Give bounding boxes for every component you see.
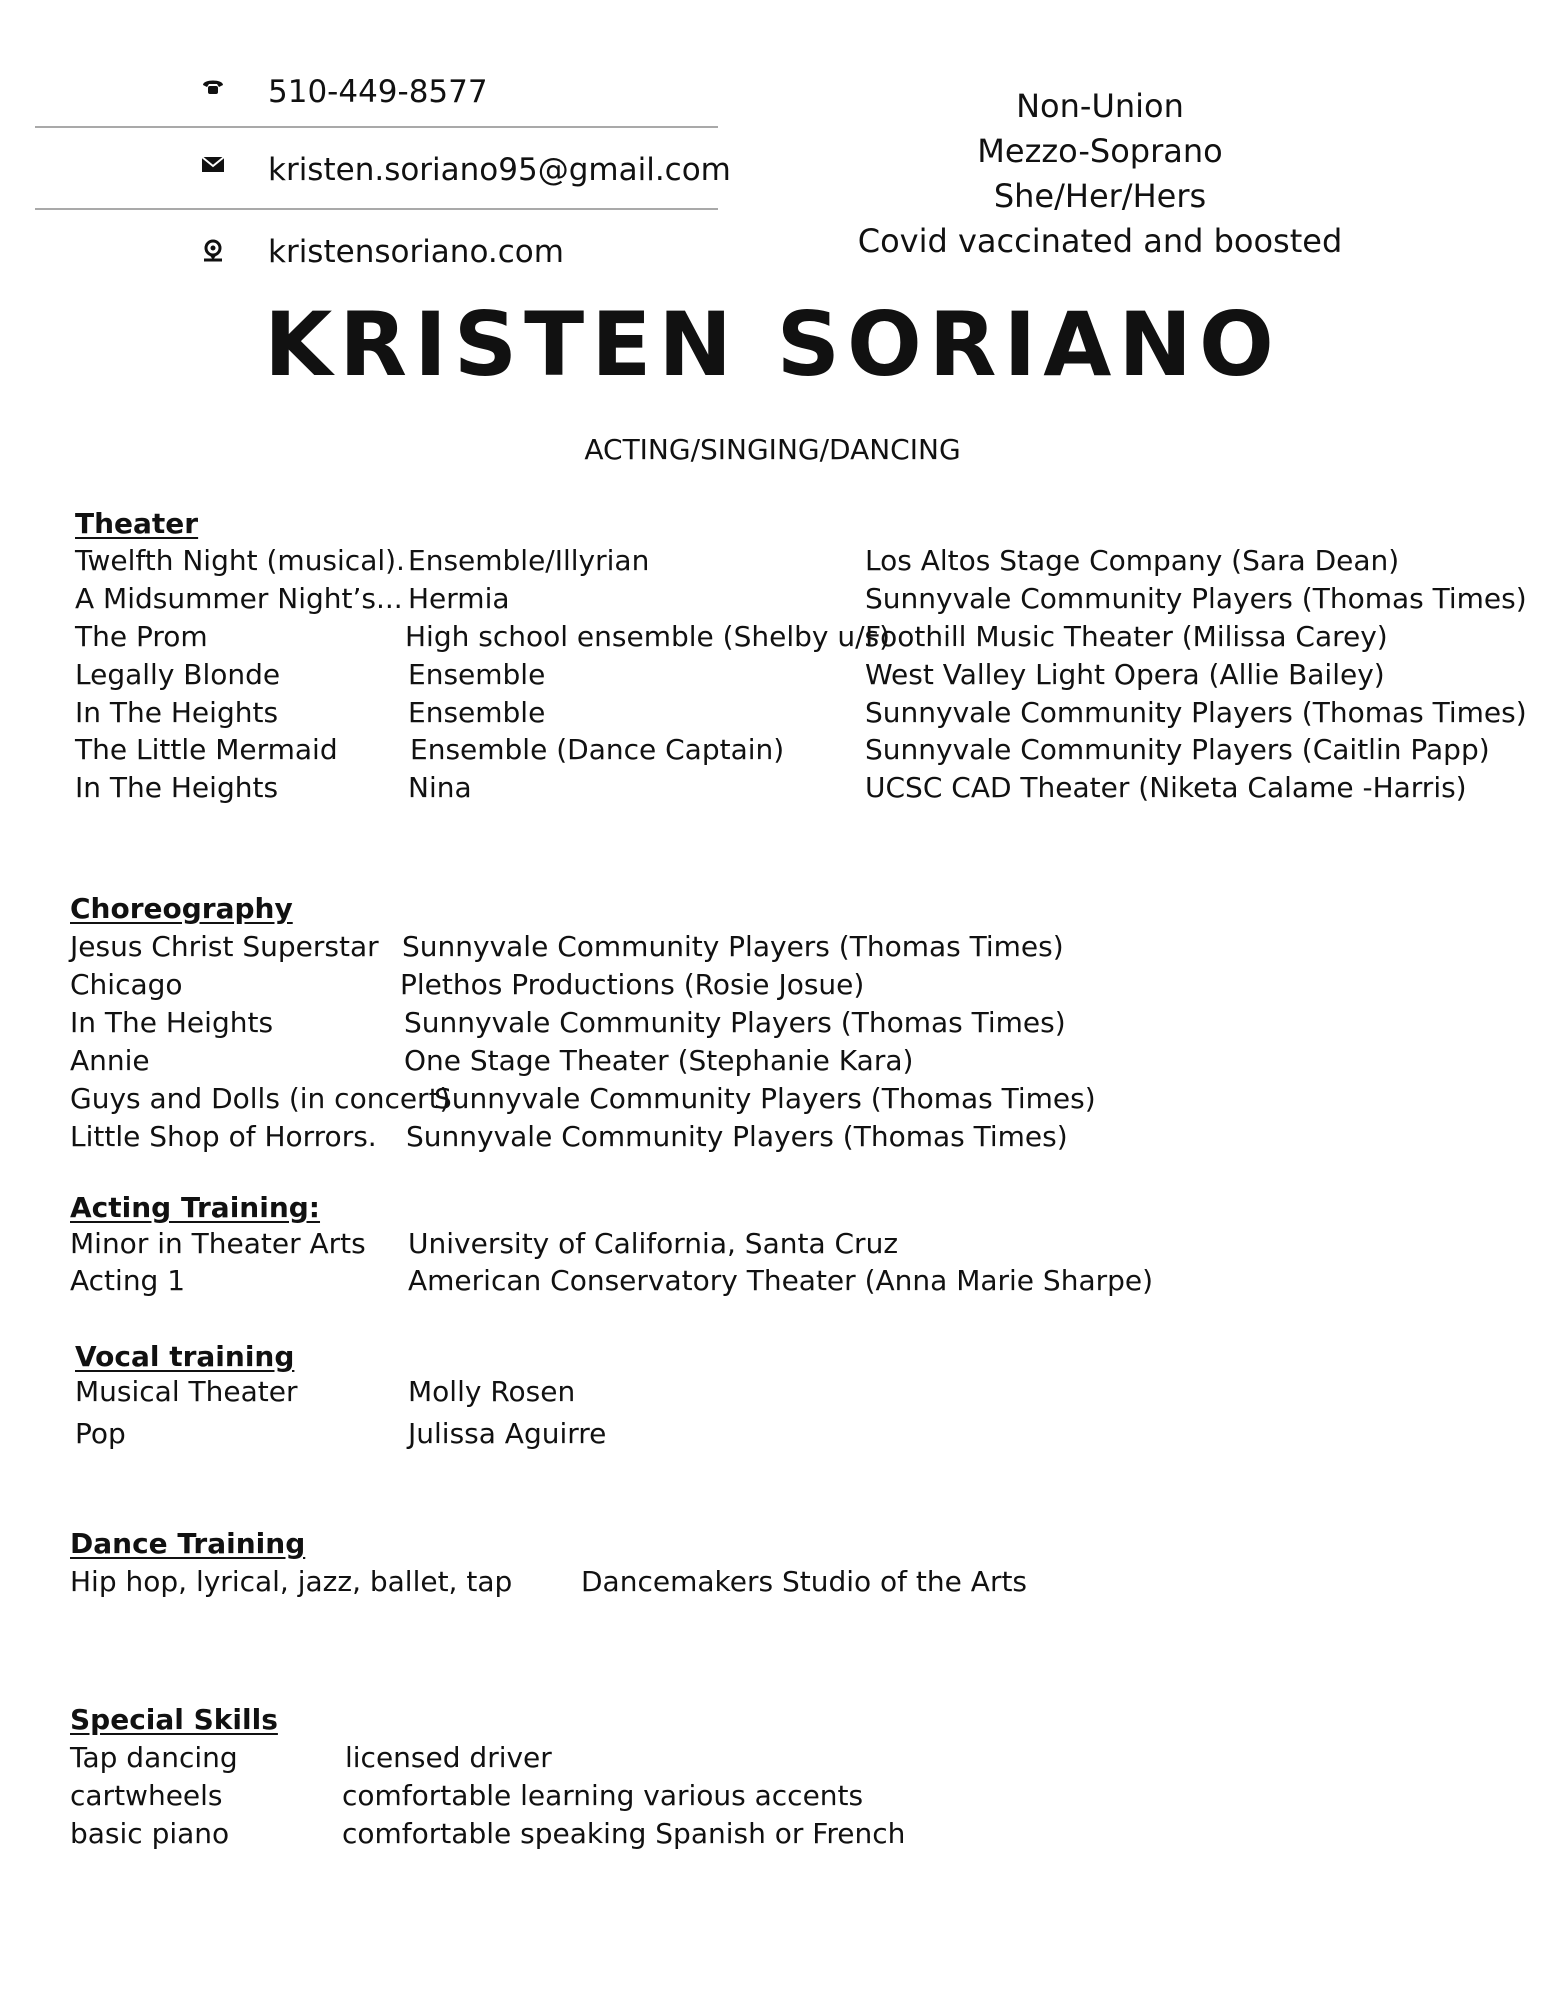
vocal-style: Pop xyxy=(75,1417,126,1450)
performer-info xyxy=(850,84,1350,264)
acting-place: University of California, Santa Cruz xyxy=(408,1227,899,1260)
subtitle: ACTING/SINGING/DANCING xyxy=(584,433,961,466)
union-status: Non-Union xyxy=(1016,87,1184,125)
section-heading-choreography: Choreography xyxy=(70,892,293,925)
theater-company: Sunnyvale Community Players (Thomas Times) xyxy=(865,696,1527,729)
choreography-company: Sunnyvale Community Players (Thomas Times) xyxy=(404,1006,1066,1039)
dance-studio: Dancemakers Studio of the Arts xyxy=(581,1565,1028,1598)
choreography-company: Sunnyvale Community Players (Thomas Times) xyxy=(434,1082,1096,1115)
theater-show: In The Heights xyxy=(75,771,279,804)
theater-show: In The Heights xyxy=(75,696,279,729)
mail-icon xyxy=(200,152,226,178)
theater-show: A Midsummer Night’s... xyxy=(75,582,403,615)
contact-website-row xyxy=(0,232,720,292)
contact-divider xyxy=(35,208,718,210)
theater-role: Ensemble xyxy=(408,658,546,691)
theater-role: Ensemble/Illyrian xyxy=(408,544,650,577)
skill-item: licensed driver xyxy=(345,1741,552,1774)
skill-item: cartwheels xyxy=(70,1779,223,1812)
choreography-show: In The Heights xyxy=(70,1006,274,1039)
section-heading-acting-training: Acting Training: xyxy=(70,1191,321,1224)
website-link[interactable]: kristensoriano.com xyxy=(268,234,564,270)
theater-role: Hermia xyxy=(408,582,510,615)
theater-show: Twelfth Night (musical). xyxy=(75,544,405,577)
acting-place: American Conservatory Theater (Anna Marie Sharpe) xyxy=(408,1264,1154,1297)
choreography-company: Sunnyvale Community Players (Thomas Times) xyxy=(406,1120,1068,1153)
skill-item: comfortable speaking Spanish or French xyxy=(342,1817,906,1850)
theater-role: Ensemble (Dance Captain) xyxy=(410,733,785,766)
theater-role: Ensemble xyxy=(408,696,546,729)
choreography-show: Little Shop of Horrors. xyxy=(70,1120,377,1153)
dance-styles: Hip hop, lyrical, jazz, ballet, tap xyxy=(70,1565,513,1598)
location-pin-icon xyxy=(200,238,226,264)
covid-status: Covid vaccinated and boosted xyxy=(857,222,1343,260)
skill-item: Tap dancing xyxy=(70,1741,238,1774)
choreography-show: Guys and Dolls (in concert) xyxy=(70,1082,451,1115)
vocal-teacher: Molly Rosen xyxy=(408,1375,576,1408)
section-heading-vocal-training: Vocal training xyxy=(75,1340,295,1373)
contact-email-row xyxy=(0,150,731,210)
phone-number[interactable]: 510-449-8577 xyxy=(268,74,488,110)
theater-role: High school ensemble (Shelby u/s) xyxy=(405,620,891,653)
vocal-teacher: Julissa Aguirre xyxy=(408,1417,607,1450)
theater-company: Los Altos Stage Company (Sara Dean) xyxy=(865,544,1400,577)
vocal-style: Musical Theater xyxy=(75,1375,298,1408)
theater-show: The Little Mermaid xyxy=(75,733,338,766)
theater-company: West Valley Light Opera (Allie Bailey) xyxy=(865,658,1385,691)
choreography-show: Jesus Christ Superstar xyxy=(70,930,379,963)
contact-divider xyxy=(35,126,718,128)
theater-company: Sunnyvale Community Players (Thomas Times) xyxy=(865,582,1527,615)
choreography-show: Annie xyxy=(70,1044,150,1077)
section-heading-dance-training: Dance Training xyxy=(70,1527,306,1560)
contact-phone-row xyxy=(0,72,720,132)
choreography-show: Chicago xyxy=(70,968,183,1001)
pronouns: She/Her/Hers xyxy=(993,177,1207,215)
email-address[interactable]: kristen.soriano95@gmail.com xyxy=(268,152,731,188)
acting-course: Minor in Theater Arts xyxy=(70,1227,366,1260)
skill-item: comfortable learning various accents xyxy=(342,1779,864,1812)
section-heading-theater: Theater xyxy=(75,507,199,540)
acting-course: Acting 1 xyxy=(70,1264,186,1297)
choreography-company: Plethos Productions (Rosie Josue) xyxy=(400,968,865,1001)
theater-company: Foothill Music Theater (Milissa Carey) xyxy=(865,620,1388,653)
voice-type: Mezzo-Soprano xyxy=(977,132,1223,170)
theater-role: Nina xyxy=(408,771,472,804)
section-heading-special-skills: Special Skills xyxy=(70,1703,278,1736)
page-title: KRISTEN SORIANO xyxy=(264,293,1281,396)
theater-show: The Prom xyxy=(75,620,208,653)
theater-show: Legally Blonde xyxy=(75,658,281,691)
theater-company: Sunnyvale Community Players (Caitlin Papp) xyxy=(865,733,1490,766)
theater-company: UCSC CAD Theater (Niketa Calame -Harris) xyxy=(865,771,1467,804)
choreography-company: One Stage Theater (Stephanie Kara) xyxy=(404,1044,914,1077)
phone-icon xyxy=(200,74,226,100)
skill-item: basic piano xyxy=(70,1817,230,1850)
choreography-company: Sunnyvale Community Players (Thomas Times) xyxy=(402,930,1064,963)
